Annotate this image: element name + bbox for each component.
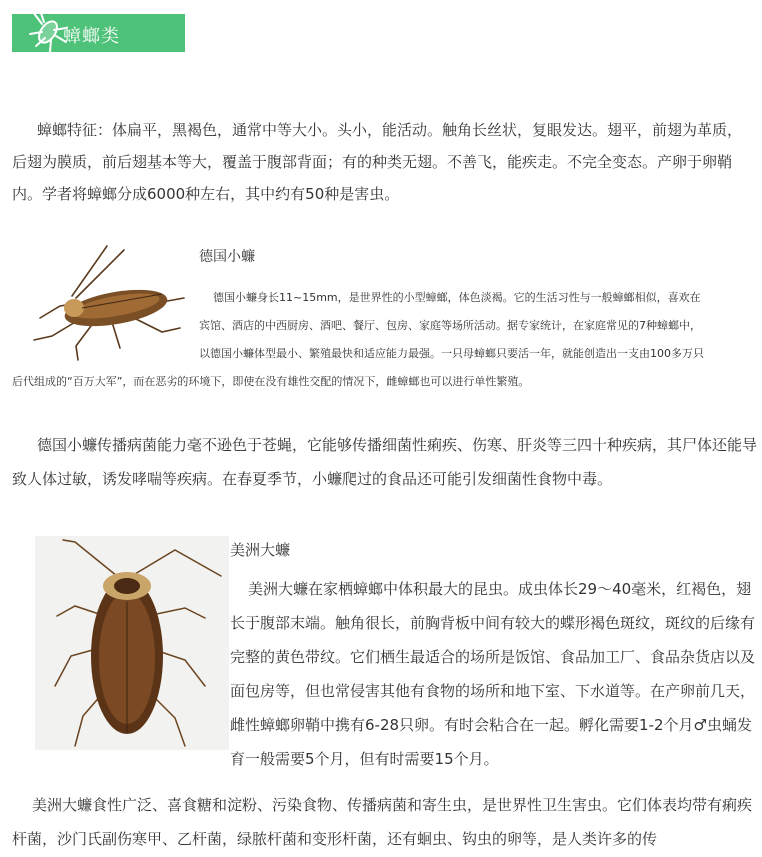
american-cockroach-image (35, 536, 229, 750)
description-line: 德国小蠊身长11~15mm，是世界性的小型蟑螂，体色淡褐。它的生活习性与一般蟑螂相似，喜欢在 (213, 291, 701, 304)
american-cockroach-hygiene-paragraph: 美洲大蠊食性广泛、喜食糖和淀粉、污染食物、传播病菌和寄生虫，是世界性卫生害虫。它们体表均带有痢疾杆菌，沙门氏副伤寒甲、乙杆菌，绿脓杆菌和变形杆菌，还有蛔虫、钩虫的卵等，是人类许多的传 (12, 796, 753, 848)
german-cockroach-title: 德国小蠊 (199, 249, 255, 265)
section-title: 蟑螂类 (63, 26, 120, 47)
german-cockroach-disease-paragraph: 德国小蠊传播病菌能力毫不逊色于苍蝇，它能够传播细菌性痢疾、伤寒、肝炎等三四十种疾病，其尸体还能导致人体过敏，诱发哮喘等疾病。在春夏季节，小蠊爬过的食品还可能引发细菌性食物中毒。 (12, 436, 758, 488)
description-line: 以德国小蠊体型最小、繁殖最快和适应能力最强。一只母蟑螂只要活一年，就能创造出一支由100多万只 (199, 347, 704, 360)
german-cockroach-description (12, 284, 760, 396)
section-header-badge (12, 14, 185, 52)
intro-paragraph: 蟑螂特征：体扁平，黑褐色，通常中等大小。头小，能活动。触角长丝状，复眼发达。翅平，前翅为革质，后翅为膜质，前后翅基本等大，覆盖于腹部背面；有的种类无翅。不善飞，能疾走。不完全变态。产卵于卵鞘内。学者将蟑螂分成6000种左右，其中约有50种是害虫。 (12, 121, 743, 203)
american-cockroach-description: 美洲大蠊在家栖蟑螂中体积最大的昆虫。成虫体长29～40毫米，红褐色，翅长于腹部末端。触角很长，前胸背板中间有较大的蝶形褐色斑纹，斑纹的后缘有完整的黄色带纹。它们栖生最适合的场所是饭馆、食品加工厂、食品杂货店以及面包房等，但也常侵害其他有食物的场所和地下室、下水道等。在产卵前几天，雌性蟑螂卵鞘中携有6-28只卵。有时会粘合在一起。孵化需要1-2个月♂虫蛹发育一般需要5个月，但有时需要15个月。 (230, 580, 756, 768)
american-cockroach-title: 美洲大蠊 (230, 541, 291, 559)
description-line: 宾馆、酒店的中西厨房、酒吧、餐厅、包房、家庭等场所活动。据专家统计，在家庭常见的7种蟑螂中， (199, 319, 701, 332)
description-line: 后代组成的“百万大军”，而在恶劣的环境下，即使在没有雄性交配的情况下，雌蟑螂也可以进行单性繁殖。 (12, 375, 530, 388)
